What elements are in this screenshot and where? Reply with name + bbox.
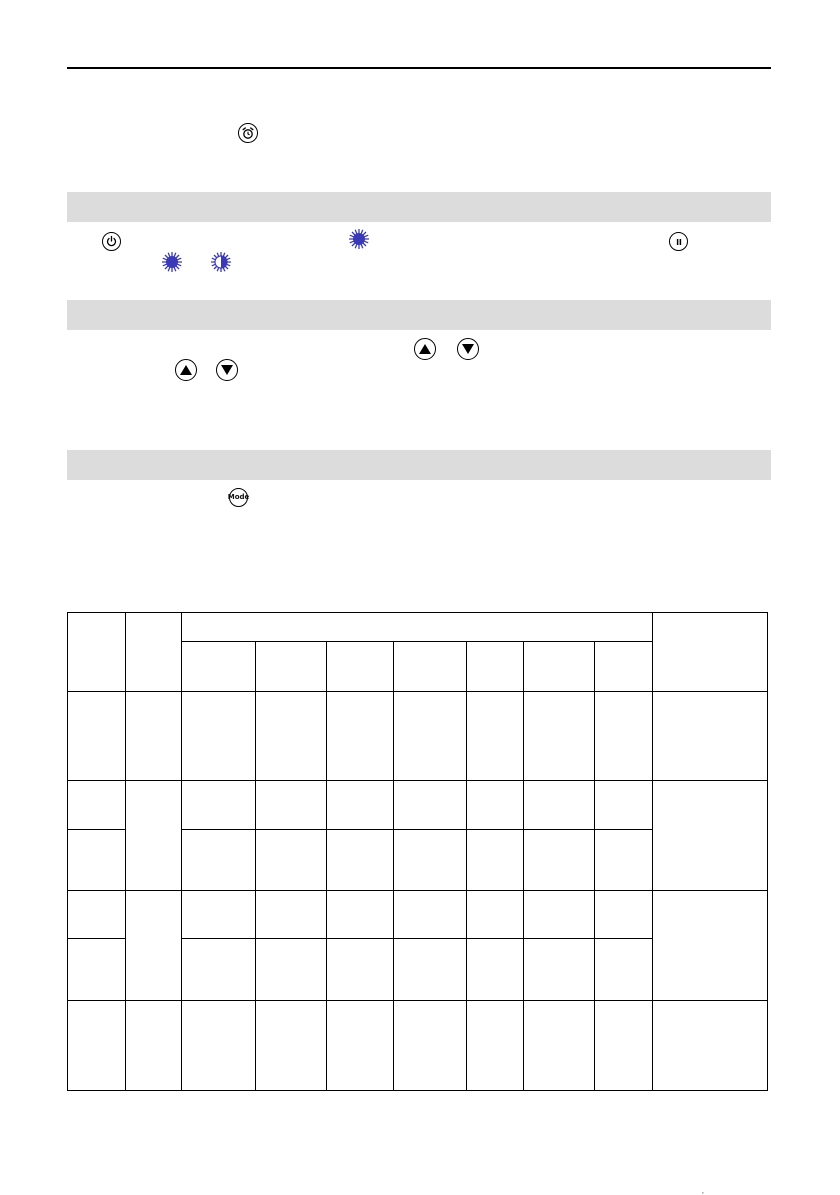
header-rule xyxy=(67,67,771,69)
table-cell xyxy=(524,891,595,939)
table-cell xyxy=(327,692,394,781)
table-cell xyxy=(327,1001,394,1091)
table-cell xyxy=(595,692,653,781)
table-cell xyxy=(653,891,768,1001)
table-cell xyxy=(467,692,524,781)
table-cell xyxy=(182,613,653,642)
mode-icon-label: Mode xyxy=(227,493,250,501)
table-cell xyxy=(467,642,524,692)
table-cell xyxy=(653,1001,768,1091)
table-cell xyxy=(327,781,394,830)
table-cell xyxy=(467,891,524,939)
alarm-clock-icon xyxy=(238,123,258,143)
table-cell xyxy=(394,1001,467,1091)
table-cell xyxy=(595,642,653,692)
table-cell xyxy=(256,891,327,939)
table-cell xyxy=(524,642,595,692)
table-cell xyxy=(524,692,595,781)
power-icon xyxy=(102,232,121,251)
table-row xyxy=(68,891,768,939)
arrow-up-icon xyxy=(175,359,197,381)
table-cell xyxy=(182,939,256,1001)
table-cell xyxy=(126,1001,182,1091)
table-cell xyxy=(182,1001,256,1091)
table-cell xyxy=(524,939,595,1001)
table-cell xyxy=(68,830,126,891)
table-cell xyxy=(595,781,653,830)
table-cell xyxy=(595,939,653,1001)
section-band-3 xyxy=(67,450,771,480)
section-band-2 xyxy=(67,300,771,330)
mode-button-icon xyxy=(229,488,248,507)
table-cell xyxy=(256,692,327,781)
table-cell xyxy=(524,781,595,830)
table-cell xyxy=(524,1001,595,1091)
table-cell xyxy=(182,891,256,939)
table-row xyxy=(68,692,768,781)
spec-table xyxy=(67,612,768,1091)
table-cell xyxy=(126,692,182,781)
table-cell xyxy=(394,939,467,1001)
arrow-down-icon xyxy=(457,338,479,360)
arrow-up-icon xyxy=(414,338,436,360)
light-dim-icon xyxy=(210,251,232,273)
table-cell xyxy=(467,781,524,830)
table-row xyxy=(68,613,768,642)
footer-mark: ‚ xyxy=(702,1186,704,1195)
table-cell xyxy=(524,830,595,891)
table-cell xyxy=(68,1001,126,1091)
table-cell xyxy=(126,781,182,891)
table-cell xyxy=(68,781,126,830)
table-cell xyxy=(394,692,467,781)
table-cell xyxy=(256,830,327,891)
table-cell xyxy=(653,692,768,781)
table-cell xyxy=(595,891,653,939)
table-cell xyxy=(327,642,394,692)
table-row xyxy=(68,1001,768,1091)
table-cell xyxy=(256,939,327,1001)
table-row xyxy=(68,781,768,830)
light-on-icon xyxy=(161,251,183,273)
table-cell xyxy=(182,830,256,891)
table-cell xyxy=(256,1001,327,1091)
table-cell xyxy=(653,613,768,692)
arrow-down-icon xyxy=(216,359,238,381)
table-cell xyxy=(256,781,327,830)
table-cell xyxy=(394,891,467,939)
table-cell xyxy=(394,642,467,692)
table-cell xyxy=(467,1001,524,1091)
table-cell xyxy=(394,830,467,891)
light-on-icon xyxy=(348,228,370,250)
table-cell xyxy=(595,1001,653,1091)
table-cell xyxy=(68,692,126,781)
table-cell xyxy=(467,830,524,891)
table-cell xyxy=(467,939,524,1001)
table-cell xyxy=(68,939,126,1001)
table-cell xyxy=(256,642,327,692)
section-band-1 xyxy=(67,192,771,222)
table-cell xyxy=(327,939,394,1001)
table-cell xyxy=(394,781,467,830)
table-cell xyxy=(126,613,182,692)
table-cell xyxy=(182,642,256,692)
table-cell xyxy=(182,692,256,781)
table-cell xyxy=(126,891,182,1001)
table-cell xyxy=(182,781,256,830)
table-cell xyxy=(653,781,768,891)
pause-icon xyxy=(669,232,688,251)
table-cell xyxy=(595,830,653,891)
table-cell xyxy=(327,830,394,891)
table-cell xyxy=(68,891,126,939)
table-cell xyxy=(327,891,394,939)
table-cell xyxy=(68,613,126,692)
